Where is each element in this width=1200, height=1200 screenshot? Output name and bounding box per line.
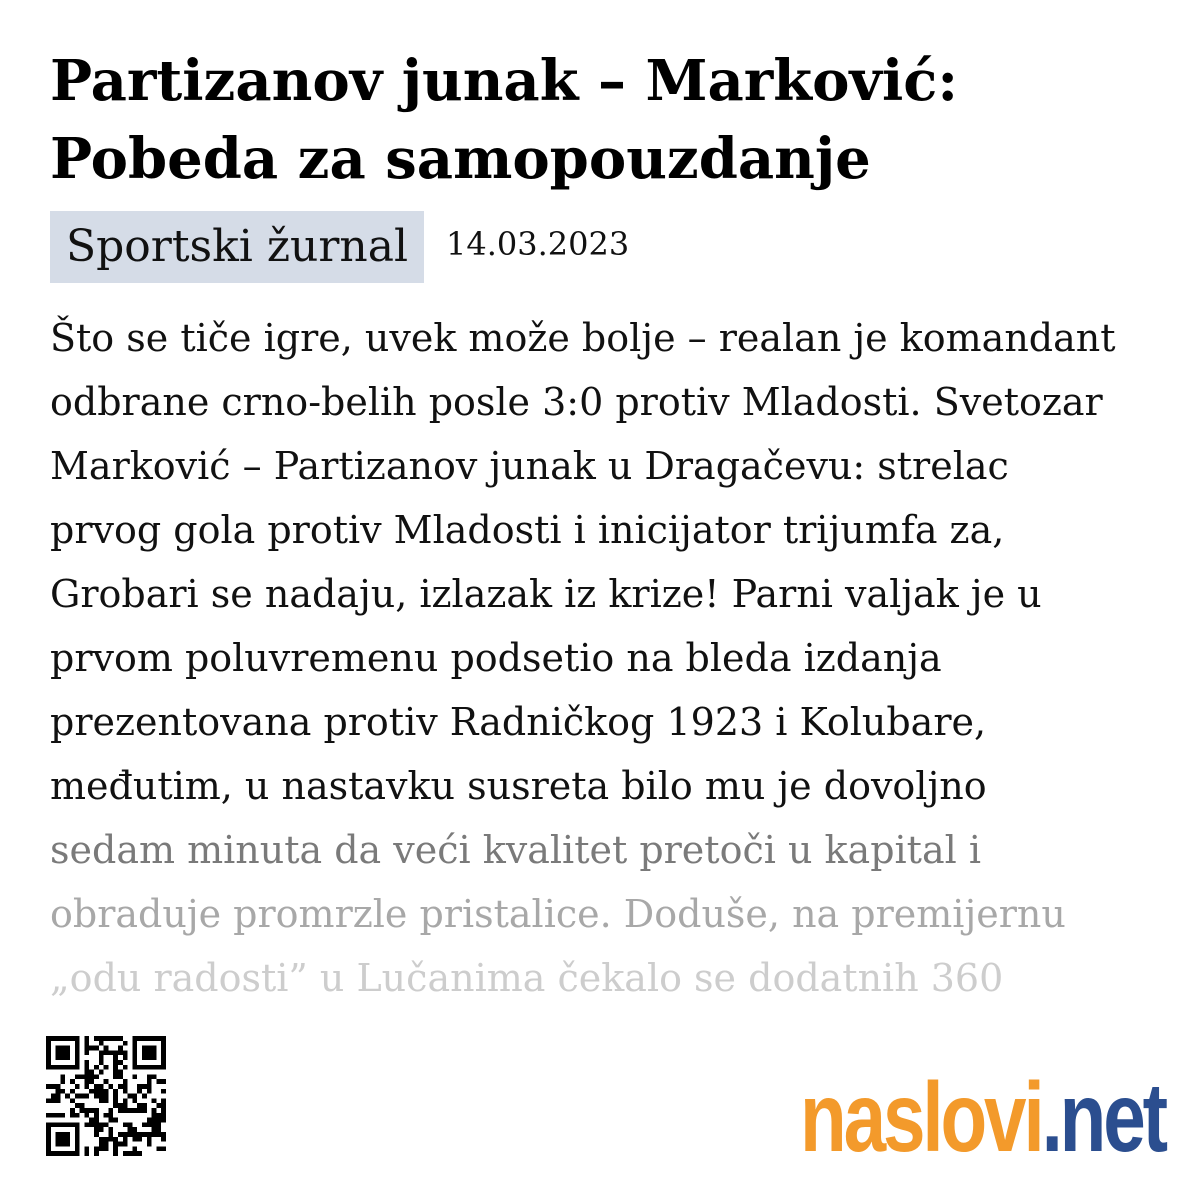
body-line-faded: obraduje promrzle pristalice. Doduše, na premijernu	[50, 892, 1066, 936]
body-line: Marković – Partizanov junak u Dragačevu: strelac	[50, 444, 1009, 488]
publish-date: 14.03.2023	[446, 225, 630, 263]
body-line: prezentovana protiv Radničkog 1923 i Kolubare,	[50, 700, 987, 744]
logo-tld: .net	[1041, 1062, 1165, 1172]
body-line: međutim, u nastavku susreta bilo mu je dovoljno	[50, 764, 987, 808]
naslovi-logo[interactable]	[800, 1062, 1165, 1172]
body-line: Grobari se nadaju, izlazak iz krize! Parni valjak je u	[50, 572, 1042, 616]
body-line: odbrane crno-belih posle 3:0 protiv Mladosti. Svetozar	[50, 380, 1103, 424]
article-title: Partizanov junak – Marković: Pobeda za samopouzdanje	[50, 48, 959, 192]
body-line: Što se tiče igre, uvek može bolje – realan je komandant	[50, 316, 1116, 360]
body-line-faded: sedam minuta da veći kvalitet pretoči u kapital i	[50, 828, 981, 872]
source-badge[interactable]: Sportski žurnal	[50, 211, 424, 283]
qr-code-icon[interactable]	[46, 1036, 166, 1156]
body-line-faded: „odu radosti” u Lučanima čekalo se dodatnih 360	[50, 956, 1004, 1000]
article-meta	[50, 211, 629, 283]
body-line: prvom poluvremenu podsetio na bleda izdanja	[50, 636, 942, 680]
logo-brand: naslovi	[800, 1062, 1042, 1172]
article-body	[50, 306, 1160, 1010]
body-line: prvog gola protiv Mladosti i inicijator trijumfa za,	[50, 508, 1005, 552]
